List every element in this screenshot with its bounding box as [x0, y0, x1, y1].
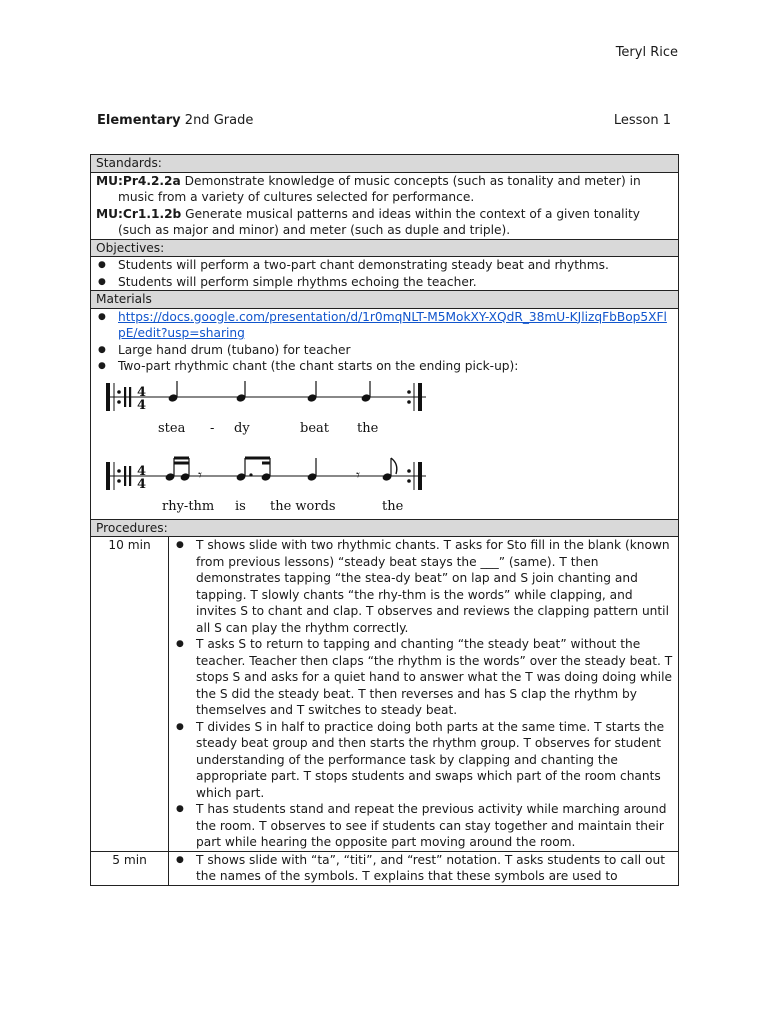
time-sig-bottom-1: 4	[137, 397, 147, 413]
lesson-number: Lesson 1	[613, 113, 671, 128]
slides-link[interactable]: https://docs.google.com/presentation/d/1r0mqNLT-M5MokXY-XQdR_38mU-KJlizqFbBop5XFlpE/edit?usp=sharing	[118, 309, 667, 340]
procedure-step: ● T asks S to return to tapping and chanting “the steady beat” without the teacher. Teacher then claps “the rhythm is the words” over the steady beat. T stops S and asks for a quiet hand to answer what the T was doing doing while the S did the steady beat. T then reverses and has S clap the rhythm by themselves and T switches to steady beat.	[174, 636, 673, 719]
procedure-steps	[169, 851, 679, 885]
objectives-content	[91, 257, 679, 291]
rhythmic-chant-notation	[104, 379, 434, 517]
time-sig-top-2: 4	[137, 463, 147, 479]
objective-item: ● Students will perform a two-part chant demonstrating steady beat and rhythms.	[96, 257, 673, 274]
grade-heading	[97, 113, 253, 128]
chant-word: beat	[300, 420, 329, 436]
standard-text: Generate musical patterns and ideas within the context of a given tonality (such as major and minor) and meter (such as duple and triple).	[118, 206, 640, 237]
level-label: Elementary	[97, 113, 181, 128]
percussion-clef-2	[124, 466, 126, 486]
procedure-steps	[169, 537, 679, 852]
procedure-time: 10 min	[91, 537, 169, 852]
author-name: Teryl Rice	[615, 45, 678, 60]
procedure-step: ● T shows slide with two rhythmic chants. T asks for Sto fill in the blank (known from previous lessons) “steady beat stays the ___” (same). T then demonstrates tapping “the stea-dy beat” on lap and S join chanting and tapping. T slowly chants “the rhy-thm is the words” while clapping, and invites S to chant and clap. T observes and reviews the clapping pattern until all S can play the rhythm correctly.	[174, 537, 673, 636]
standards-header: Standards:	[91, 155, 679, 173]
objective-item: ● Students will perform simple rhythms echoing the teacher.	[96, 274, 673, 291]
standards-content	[91, 172, 679, 239]
chant-word: -	[210, 420, 215, 436]
eighth-rest: 𝄾	[198, 465, 202, 484]
standard-item	[96, 173, 673, 206]
chant-word: stea	[158, 420, 186, 436]
time-sig-top-1: 4	[137, 384, 147, 400]
standard-item	[96, 206, 673, 239]
chant-word: rhy-thm	[162, 498, 215, 514]
procedure-step: ● T divides S in half to practice doing both parts at the same time. T starts the steady beat group and then starts the rhythm group. T observes for student understanding of the performance task by clapping and chanting the appropriate part. T stops students and swaps which part of the room chants which part.	[174, 719, 673, 802]
procedure-time: 5 min	[91, 851, 169, 885]
chant-word: the	[357, 420, 379, 436]
chant-word: the	[382, 498, 404, 514]
eighth-rest: 𝄾	[356, 465, 360, 484]
chant-word: the words	[270, 498, 336, 514]
material-item: ● Two-part rhythmic chant (the chant starts on the ending pick-up):	[96, 358, 673, 375]
standard-code: MU:Pr4.2.2a	[96, 173, 181, 188]
lesson-plan-table	[90, 154, 679, 886]
standard-text: Demonstrate knowledge of music concepts (such as tonality and meter) in music from a variety of cultures selected for performance.	[118, 173, 641, 204]
chant-word: is	[235, 498, 246, 514]
procedure-step: ● T shows slide with “ta”, “titi”, and “rest” notation. T asks students to call out the names of the symbols. T explains that these symbols are used to	[174, 852, 673, 885]
objectives-header: Objectives:	[91, 239, 679, 257]
percussion-clef-1	[124, 387, 126, 407]
standard-code: MU:Cr1.1.2b	[96, 206, 182, 221]
material-item: ● Large hand drum (tubano) for teacher	[96, 342, 673, 359]
procedure-step: ● T has students stand and repeat the previous activity while marching around the room. T observes to see if students can stay together and maintain their part while hearing the opposite part moving around the room.	[174, 801, 673, 851]
materials-link-item	[96, 309, 673, 342]
materials-header: Materials	[91, 291, 679, 309]
chant-word: dy	[234, 420, 250, 436]
grade-label: 2nd Grade	[184, 113, 254, 128]
procedures-header: Procedures:	[91, 519, 679, 537]
materials-content	[91, 308, 679, 519]
time-sig-bottom-2: 4	[137, 476, 147, 492]
